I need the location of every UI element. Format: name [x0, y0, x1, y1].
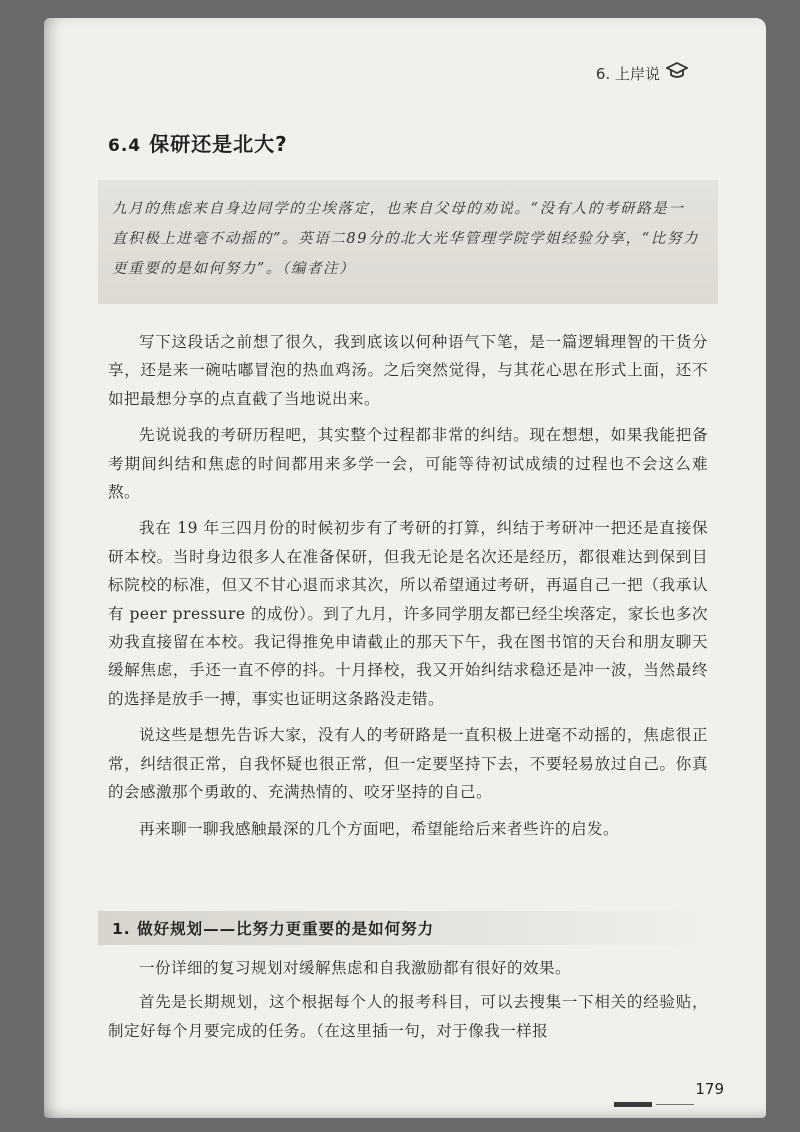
- paragraph: 首先是长期规划，这个根据每个人的报考科目，可以去搜集一下相关的经验贴，制定好每个月要完成的任务。（在这里插一句，对于像我一样报: [108, 993, 708, 1040]
- page-number: 179: [695, 1080, 724, 1098]
- running-header: [596, 62, 688, 84]
- section-title: [108, 128, 288, 157]
- section-number: 6.4: [108, 136, 142, 156]
- paragraph: 一份详细的复习规划对缓解焦虑和自我激励都有很好的效果。: [139, 959, 572, 977]
- section-title-text: 保研还是北大?: [149, 132, 288, 156]
- paragraph: 说这些是想先告诉大家，没有人的考研路是一直积极上进毫不动摇的，焦虑很正常，纠结很正常，自我怀疑也很正常，但一定要坚持下去，不要轻易放过自己。你真的会感激那个勇敢的、充满热情的、咬牙坚持的自己。: [108, 726, 708, 802]
- running-title: 6. 上岸说: [595, 64, 660, 83]
- body-text: [108, 328, 708, 851]
- paragraph: 再来聊一聊我感触最深的几个方面吧，希望能给后来者些许的启发。: [139, 819, 620, 838]
- paragraph: 写下这段话之前想了很久，我到底该以何种语气下笔，是一篇逻辑理智的干货分享，还是来一碗咕嘟冒泡的热血鸡汤。之后突然觉得，与其花心思在形式上面，还不如把最想分享的点直截了当地说出来。: [108, 333, 708, 408]
- paragraph: 我在 19 年三四月份的时候初步有了考研的打算，纠结于考研冲一把还是直接保研本校。当时身边很多人在准备保研，但我无论是名次还是经历，都很难达到保到目标院校的标准，但又不甘心退而求其次，所以希望通过考研，再逼自己一把（我承认有 peer pressure 的成份）。到了九月，许多同学朋友都已经尘埃落定，家长也多次劝我直接留在本校。我记得推免申请截止的那天下午，我在图书馆的天台和朋友聊天缓解焦虑，手还一直不停的抖。十月择校，我又开始纠结求稳还是冲一波，当然最终的选择是放手一搏，事实也证明这条路没走错。: [108, 519, 708, 708]
- subsection-heading: 1. 做好规划——比努力更重要的是如何努力: [98, 911, 728, 945]
- editor-note: 九月的焦虑来自身边同学的尘埃落定，也来自父母的劝说。“没有人的考研路是一直积极上进毫不动摇的”。英语二89分的北大光华管理学院学姐经验分享，“比努力更重要的是如何努力”。（编者注）: [98, 180, 718, 304]
- body-text-continued: [108, 954, 708, 1051]
- footer-rule: [656, 1104, 694, 1105]
- footer-bar: [614, 1102, 652, 1107]
- book-page: [44, 18, 766, 1118]
- paragraph: 先说说我的考研历程吧，其实整个过程都非常的纠结。现在想想，如果我能把备考期间纠结和焦虑的时间都用来多学一会，可能等待初试成绩的过程也不会这么难熬。: [108, 426, 708, 502]
- graduation-cap-icon: [666, 62, 688, 84]
